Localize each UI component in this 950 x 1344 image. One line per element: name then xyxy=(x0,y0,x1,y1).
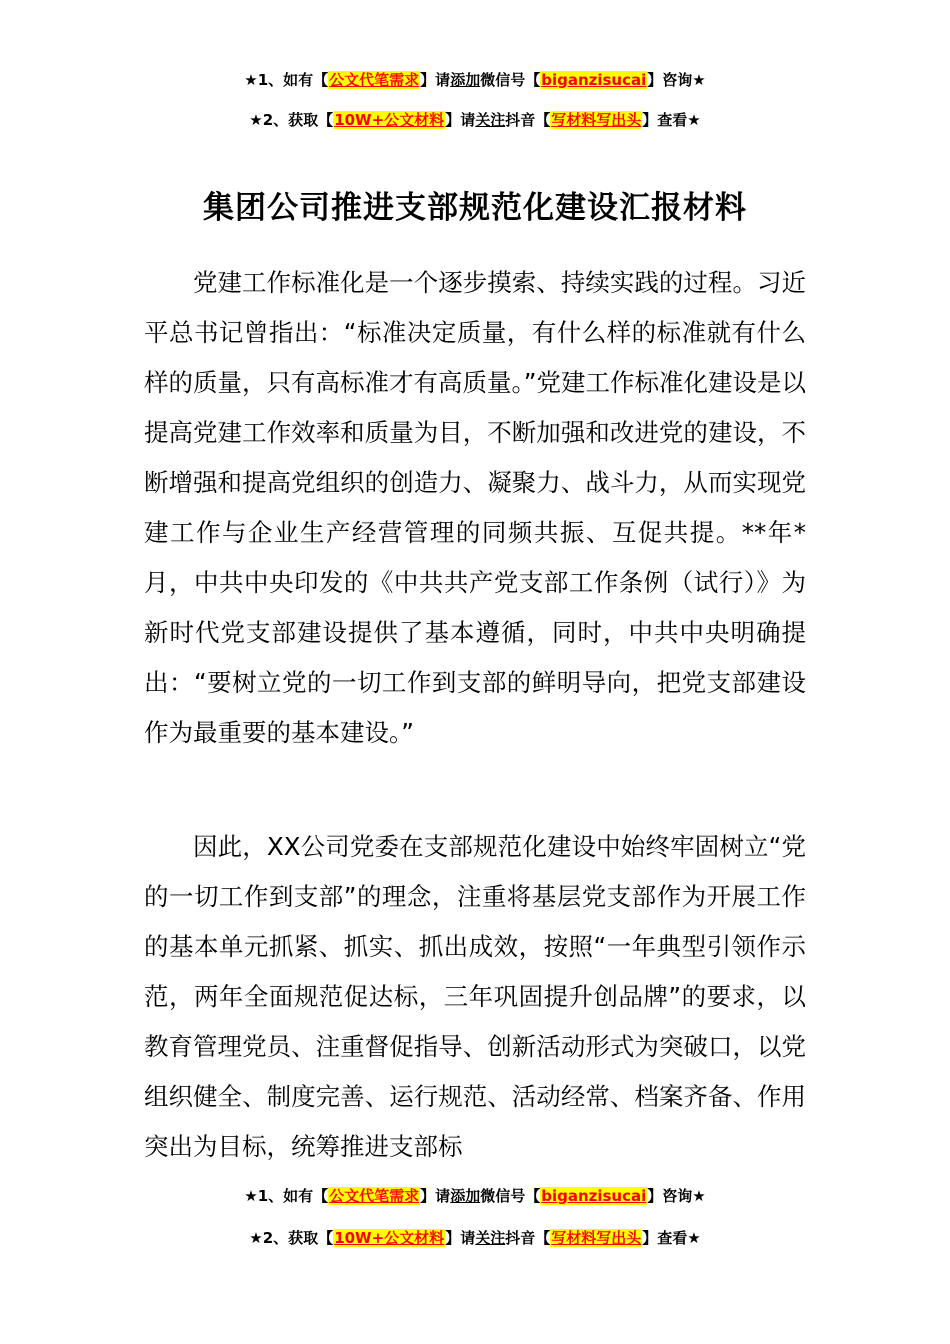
banner-suffix: 】咨询★ xyxy=(647,71,706,89)
promo-banner-line-1-top xyxy=(0,70,950,90)
body-paragraph-1-container xyxy=(144,258,806,758)
promo-banner-line-2-top xyxy=(0,110,950,130)
document-title: 集团公司推进支部规范化建设汇报材料 xyxy=(203,190,747,226)
banner-highlight-wechat-id: biganzisucai xyxy=(541,1187,647,1205)
banner-text: 】请 xyxy=(420,71,451,89)
banner-suffix: 】查看★ xyxy=(642,111,701,129)
banner-emphasis: 关注 xyxy=(475,111,506,129)
banner-highlight-materials: 10W+公文材料 xyxy=(334,111,445,129)
banner-emphasis: 添加 xyxy=(450,1187,481,1205)
body-paragraph: 党建工作标准化是一个逐步摸索、持续实践的过程。习近平总书记曾指出：“标准决定质量，有什么样的标准就有什么样的质量，只有高标准才有高质量。”党建工作标准化建设是以提高党建工作效率和质量为目，不断加强和改进党的建设，不断增强和提高党组织的创造力、凝聚力、战斗力，从而实现党建工作与企业生产经营管理的同频共振、互促共提。**年*月，中共中央印发的《中共共产党支部工作条例（试行）》为新时代党支部建设提供了基本遵循，同时，中共中央明确提出：“要树立党的一切工作到支部的鲜明导向，把党支部建设作为最重要的基本建设。” xyxy=(144,268,806,747)
promo-banner-line-1-bottom xyxy=(0,1186,950,1206)
banner-highlight-douyin-account: 写材料写出头 xyxy=(551,1229,642,1247)
promo-banner-line-2-bottom xyxy=(0,1228,950,1248)
banner-prefix: ★1、如有【 xyxy=(244,71,329,89)
banner-emphasis: 关注 xyxy=(475,1229,506,1247)
banner-text: 】请 xyxy=(445,1229,476,1247)
banner-text: 】请 xyxy=(420,1187,451,1205)
banner-text: 微信号【 xyxy=(480,1187,541,1205)
body-paragraph-2-container xyxy=(144,822,806,1172)
banner-highlight-douyin-account: 写材料写出头 xyxy=(551,111,642,129)
banner-prefix: ★2、获取【 xyxy=(249,1229,334,1247)
banner-text: 微信号【 xyxy=(480,71,541,89)
banner-text: 】请 xyxy=(445,111,476,129)
banner-prefix: ★2、获取【 xyxy=(249,111,334,129)
banner-text: 抖音【 xyxy=(505,111,551,129)
banner-highlight-ghostwriting: 公文代笔需求 xyxy=(329,1187,420,1205)
body-paragraph: 因此，XX公司党委在支部规范化建设中始终牢固树立“党的一切工作到支部”的理念，注重将基层党支部作为开展工作的基本单元抓紧、抓实、抓出成效，按照“一年典型引领作示范，两年全面规范促达标，三年巩固提升创品牌”的要求，以教育管理党员、注重督促指导、创新活动形式为突破口，以党组织健全、制度完善、运行规范、活动经常、档案齐备、作用突出为目标，统筹推进支部标 xyxy=(144,832,806,1161)
banner-suffix: 】咨询★ xyxy=(647,1187,706,1205)
banner-prefix: ★1、如有【 xyxy=(244,1187,329,1205)
banner-highlight-ghostwriting: 公文代笔需求 xyxy=(329,71,420,89)
banner-highlight-wechat-id: biganzisucai xyxy=(541,71,647,89)
banner-highlight-materials: 10W+公文材料 xyxy=(334,1229,445,1247)
banner-text: 抖音【 xyxy=(505,1229,551,1247)
banner-emphasis: 添加 xyxy=(450,71,481,89)
banner-suffix: 】查看★ xyxy=(642,1229,701,1247)
